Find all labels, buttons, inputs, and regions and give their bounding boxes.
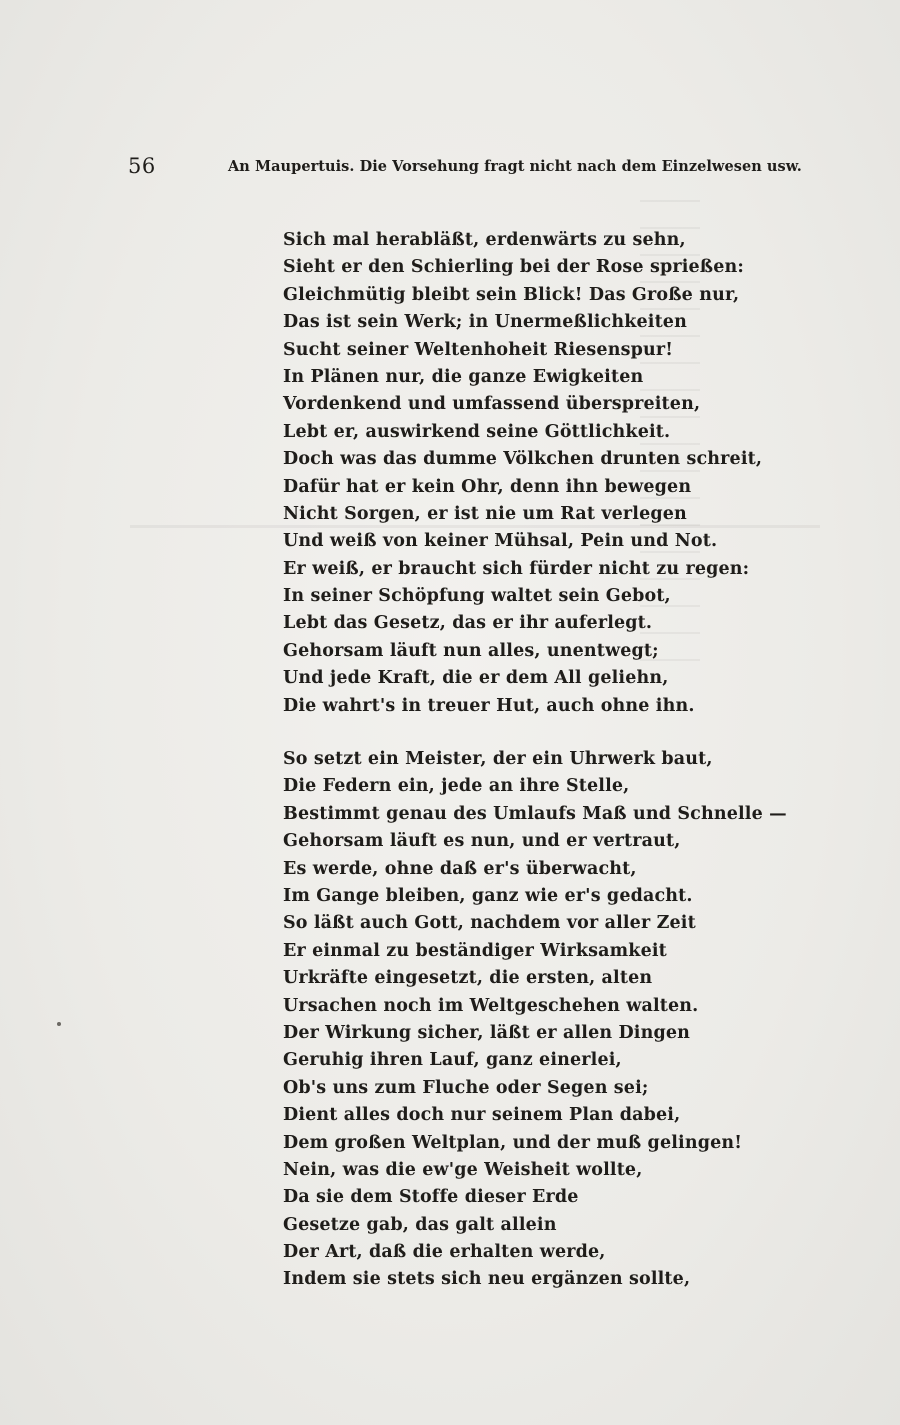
poem-line: Die wahrt's in treuer Hut, auch ohne ihn.	[283, 695, 695, 716]
running-title: An Maupertuis. Die Vorsehung fragt nicht nach dem Einzelwesen usw.	[228, 158, 802, 175]
poem-line: In seiner Schöpfung waltet sein Gebot,	[283, 586, 671, 607]
poem-line: Gehorsam läuft nun alles, unentwegt;	[283, 640, 659, 661]
poem-body	[283, 227, 787, 1294]
poem-line: Die Federn ein, jede an ihre Stelle,	[283, 776, 630, 797]
poem-line: Urkräfte eingesetzt, die ersten, alten	[283, 968, 653, 989]
poem-line: Lebt das Gesetz, das er ihr auferlegt.	[283, 613, 653, 634]
poem-line: Das ist sein Werk; in Unermeßlichkeiten	[283, 312, 687, 333]
poem-line: Nicht Sorgen, er ist nie um Rat verlegen	[283, 503, 687, 524]
poem-line: Gleichmütig bleibt sein Blick! Das Große nur,	[283, 284, 740, 305]
poem-line: Ob's uns zum Fluche oder Segen sei;	[283, 1077, 649, 1098]
stanza-break	[283, 720, 743, 746]
poem-line: Und jede Kraft, die er dem All geliehn,	[283, 668, 669, 689]
poem-line: Da sie dem Stoffe dieser Erde	[283, 1187, 579, 1208]
poem-line: Dem großen Weltplan, und der muß gelingen!	[283, 1132, 743, 1153]
poem-line: Geruhig ihren Lauf, ganz einerlei,	[283, 1050, 622, 1071]
ink-speck	[57, 1022, 61, 1026]
poem-line: Vordenkend und umfassend überspreiten,	[283, 394, 701, 415]
poem-line: Dafür hat er kein Ohr, denn ihn bewegen	[283, 476, 692, 497]
poem-line: Doch was das dumme Völkchen drunten schreit,	[283, 449, 763, 470]
poem-line: Er weiß, er braucht sich fürder nicht zu regen:	[283, 558, 750, 579]
poem-line: Der Art, daß die erhalten werde,	[283, 1242, 606, 1263]
poem-line: Indem sie stets sich neu ergänzen sollte,	[283, 1269, 691, 1290]
poem-line: Sieht er den Schierling bei der Rose sprießen:	[283, 257, 745, 278]
poem-line: Und weiß von keiner Mühsal, Pein und Not.	[283, 531, 718, 552]
poem-line: Dient alles doch nur seinem Plan dabei,	[283, 1105, 681, 1126]
poem-line: Lebt er, auswirkend seine Göttlichkeit.	[283, 421, 671, 442]
poem-line: Es werde, ohne daß er's überwacht,	[283, 858, 637, 879]
poem-line: Gehorsam läuft es nun, und er vertraut,	[283, 831, 681, 852]
poem-line: Der Wirkung sicher, läßt er allen Dingen	[283, 1022, 691, 1043]
poem-line: Gesetze gab, das galt allein	[283, 1214, 557, 1235]
poem-line: In Plänen nur, die ganze Ewigkeiten	[283, 366, 644, 387]
poem-line: Ursachen noch im Weltgeschehen walten.	[283, 995, 699, 1016]
poem-line: Sich mal herabläßt, erdenwärts zu sehn,	[283, 230, 686, 250]
poem-line: Er einmal zu beständiger Wirksamkeit	[283, 940, 667, 961]
poem-line: Sucht seiner Weltenhoheit Riesenspur!	[283, 339, 674, 360]
poem-line: Bestimmt genau des Umlaufs Maß und Schnelle —	[283, 803, 787, 824]
poem-line: So setzt ein Meister, der ein Uhrwerk baut,	[283, 749, 713, 770]
poem-line: Nein, was die ew'ge Weisheit wollte,	[283, 1159, 643, 1180]
poem-line: Im Gange bleiben, ganz wie er's gedacht.	[283, 885, 693, 906]
page-number: 56	[128, 154, 156, 178]
page-header	[128, 154, 802, 184]
poem-line: So läßt auch Gott, nachdem vor aller Zeit	[283, 913, 696, 934]
